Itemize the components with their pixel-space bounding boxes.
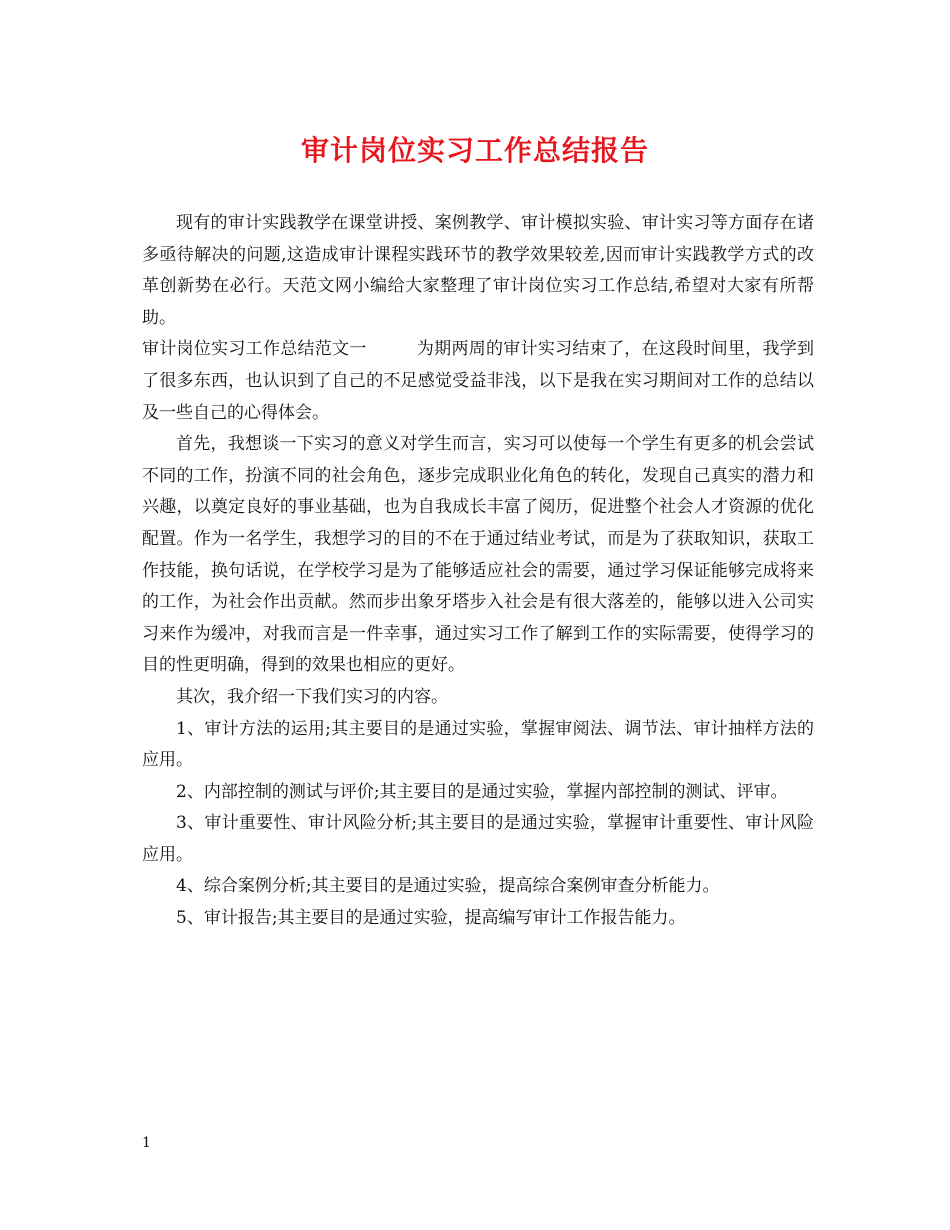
- meaning-paragraph: 首先，我想谈一下实习的意义对学生而言，实习可以使每一个学生有更多的机会尝试不同的工作，扮演不同的社会角色，逐步完成职业化角色的转化，发现自己真实的潜力和兴趣，以奠定良好的事业基础，也为自我成长丰富了阅历，促进整个社会人才资源的优化配置。作为一名学生，我想学习的目的不在于通过结业考试，而是为了获取知识，获取工作技能，换句话说，在学校学习是为了能够适应社会的需要，通过学习保证能够完成将来的工作，为社会作出贡献。然而步出象牙塔步入社会是有很大落差的，能够以进入公司实习来作为缓冲，对我而言是一件幸事，通过实习工作了解到工作的实际需要，使得学习的目的性更明确，得到的效果也相应的更好。: [142, 434, 814, 676]
- sample-heading: 审计岗位实习工作总结范文一: [142, 339, 367, 360]
- document-title: 审计岗位实习工作总结报告: [300, 134, 649, 167]
- list-item-audit-methods: 1、审计方法的运用;其主要目的是通过实验，掌握审阅法、调节法、审计抽样方法的应用。: [142, 718, 814, 771]
- list-item-risk-analysis: 3、审计重要性、审计风险分析;其主要目的是通过实验，掌握审计重要性、审计风险应用。: [142, 813, 814, 865]
- content-intro-paragraph: 其次，我介绍一下我们实习的内容。: [176, 686, 448, 707]
- sample-text: 为期两周的审计实习结束了，在这段时间里，我学到了很多东西，也认识到了自己的不足感觉受益非浅，以下是我在实习期间对工作的总结以及一些自己的心得体会。: [142, 339, 815, 423]
- sample-paragraph: [142, 334, 814, 429]
- list-item-internal-control: 2、内部控制的测试与评价;其主要目的是通过实验，掌握内部控制的测试、评审。: [176, 781, 788, 802]
- document-body: [142, 208, 814, 935]
- list-item-audit-report: 5、审计报告;其主要目的是通过实验，提高编写审计工作报告能力。: [176, 908, 686, 929]
- page-number: 1: [142, 1135, 151, 1151]
- list-item-case-analysis: 4、综合案例分析;其主要目的是通过实验，提高综合案例审查分析能力。: [176, 876, 720, 897]
- intro-paragraph: 现有的审计实践教学在课堂讲授、案例教学、审计模拟实验、审计实习等方面存在诸多亟待解决的问题,这造成审计课程实践环节的教学效果较差,因而审计实践教学方式的改革创新势在必行。天范文网小编给大家整理了审计岗位实习工作总结,希望对大家有所帮助。: [142, 213, 814, 328]
